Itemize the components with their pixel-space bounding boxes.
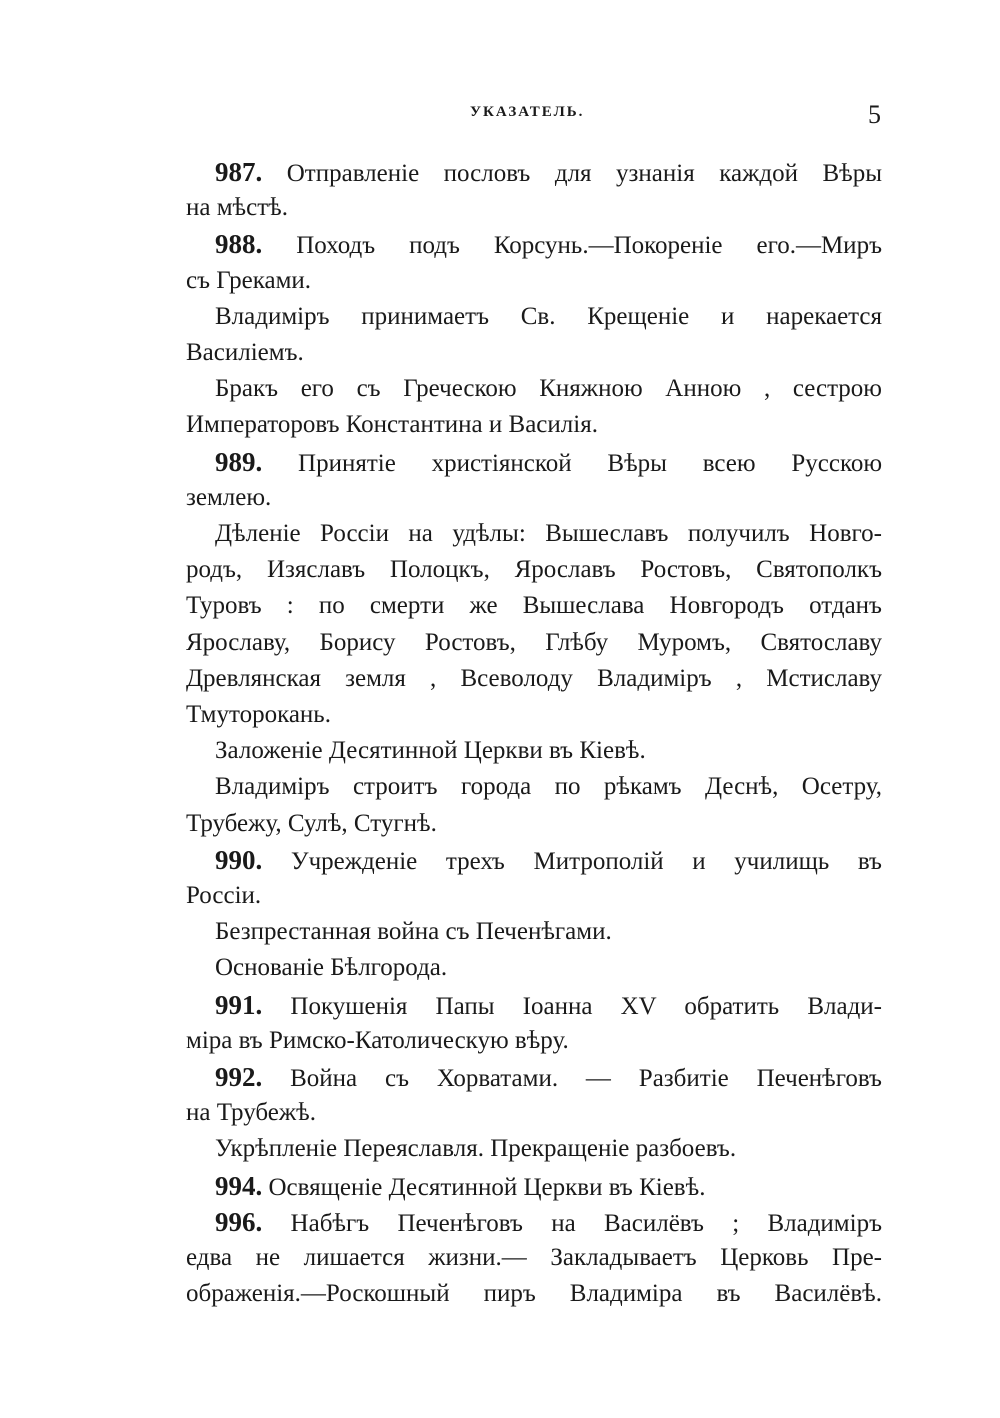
line-text: Россіи. xyxy=(186,882,262,909)
entry-line-with-year xyxy=(215,990,882,1022)
line-text: Война съ Хорватами. — Разбитіе Печенѣговъ xyxy=(262,1065,882,1092)
line-text: Тмуторокань. xyxy=(186,701,331,728)
line-text: едва не лишается жизни.— Закладываетъ Церковь Пре- xyxy=(186,1244,882,1271)
text-line xyxy=(215,1134,882,1164)
year-number: 994. xyxy=(215,1170,263,1201)
line-text: родъ, Изяславъ Полоцкъ, Ярославъ Ростовъ, Святополкъ xyxy=(186,556,882,584)
line-text: Туровъ : по смерти же Вышеслава Новгородъ отданъ xyxy=(186,592,882,620)
entry-line-with-year xyxy=(215,229,882,261)
year-number: 987. xyxy=(215,157,263,187)
entry-line-with-year xyxy=(215,447,882,479)
text-line xyxy=(186,410,882,440)
line-text: Трубежу, Сулѣ, Стугнѣ. xyxy=(186,809,437,837)
text-line xyxy=(215,302,882,332)
year-number: 992. xyxy=(215,1062,263,1092)
entry-line-with-year xyxy=(215,157,882,189)
line-text: Заложеніе Десятинной Церкви въ Кіевѣ. xyxy=(215,737,646,765)
text-line xyxy=(215,953,882,983)
text-line xyxy=(186,1279,882,1309)
text-line xyxy=(215,917,882,947)
text-line xyxy=(186,483,882,513)
year-number: 989. xyxy=(215,446,263,477)
text-line xyxy=(186,700,882,730)
line-text: Василіемъ. xyxy=(186,339,304,366)
year-number: 990. xyxy=(215,844,263,875)
line-text: Дѣленіе Россіи на удѣлы: Вышеславъ получилъ Новго- xyxy=(215,520,882,547)
line-text: Основаніе Бѣлгорода. xyxy=(215,954,448,982)
text-line xyxy=(186,591,882,621)
year-number: 996. xyxy=(215,1206,263,1237)
entry-line-with-year xyxy=(215,1171,882,1203)
text-line xyxy=(215,736,882,766)
entry-line-with-year xyxy=(215,1207,882,1239)
line-text: Освященіе Десятинной Церкви въ Кіевѣ. xyxy=(262,1173,706,1201)
line-text: Укрѣпленіе Переяславля. Прекращеніе разбоевъ. xyxy=(215,1135,737,1163)
text-line xyxy=(186,1098,882,1128)
text-line xyxy=(186,1243,882,1273)
line-text: Бракъ его съ Греческою Княжною Анною , сестрою xyxy=(215,375,882,403)
running-header: УКАЗАТЕЛЬ. xyxy=(470,104,585,120)
line-text: міра въ Римско-Католическую вѣру. xyxy=(186,1026,569,1054)
line-text: Набѣгъ Печенѣговъ на Василёвъ ; Владиміръ xyxy=(262,1209,882,1237)
line-text: Покушенія Папы Іоанна XV обратить Влади- xyxy=(262,992,882,1020)
text-line xyxy=(186,809,882,839)
year-number: 991. xyxy=(215,989,263,1020)
line-text: Отправленіе пословъ для узнанія каждой Вѣры xyxy=(262,160,882,187)
line-text: Древлянская земля , Всеволоду Владиміръ , Мстиславу xyxy=(186,664,882,692)
text-line xyxy=(215,519,882,549)
text-line xyxy=(186,338,882,368)
line-text: ображенія.—Роскошный пиръ Владиміра въ Василёвѣ. xyxy=(186,1280,882,1308)
text-line xyxy=(186,266,882,296)
line-text: Ярославу, Борису Ростовъ, Глѣбу Муромъ, Святославу xyxy=(186,628,882,656)
text-line xyxy=(186,664,882,694)
line-text: съ Греками. xyxy=(186,266,312,294)
entry-line-with-year xyxy=(215,845,882,877)
text-line xyxy=(215,374,882,404)
line-text: землею. xyxy=(186,483,272,511)
line-text: на мѣстѣ. xyxy=(186,194,288,222)
text-line xyxy=(186,1026,882,1056)
page-number: 5 xyxy=(868,100,881,129)
line-text: Императоровъ Константина и Василія. xyxy=(186,411,598,439)
text-line xyxy=(186,193,882,223)
text-line xyxy=(186,881,882,911)
line-text: на Трубежѣ. xyxy=(186,1099,316,1127)
entry-line-with-year xyxy=(215,1062,882,1094)
line-text: Принятіе христіянской Вѣры всею Русскою xyxy=(262,449,882,477)
text-line xyxy=(186,628,882,658)
line-text: Владиміръ строитъ города по рѣкамъ Деснѣ, Осетру, xyxy=(215,773,882,801)
line-text: Походъ подъ Корсунь.—Покореніе его.—Миръ xyxy=(262,232,882,260)
line-text: Безпрестанная война съ Печенѣгами. xyxy=(215,918,612,946)
line-text: Учрежденіе трехъ Митрополій и училищь въ xyxy=(262,847,882,875)
line-text: Владиміръ принимаетъ Св. Крещеніе и нарекается xyxy=(215,302,882,330)
text-line xyxy=(215,772,882,802)
year-number: 988. xyxy=(215,229,263,260)
text-line xyxy=(186,555,882,585)
